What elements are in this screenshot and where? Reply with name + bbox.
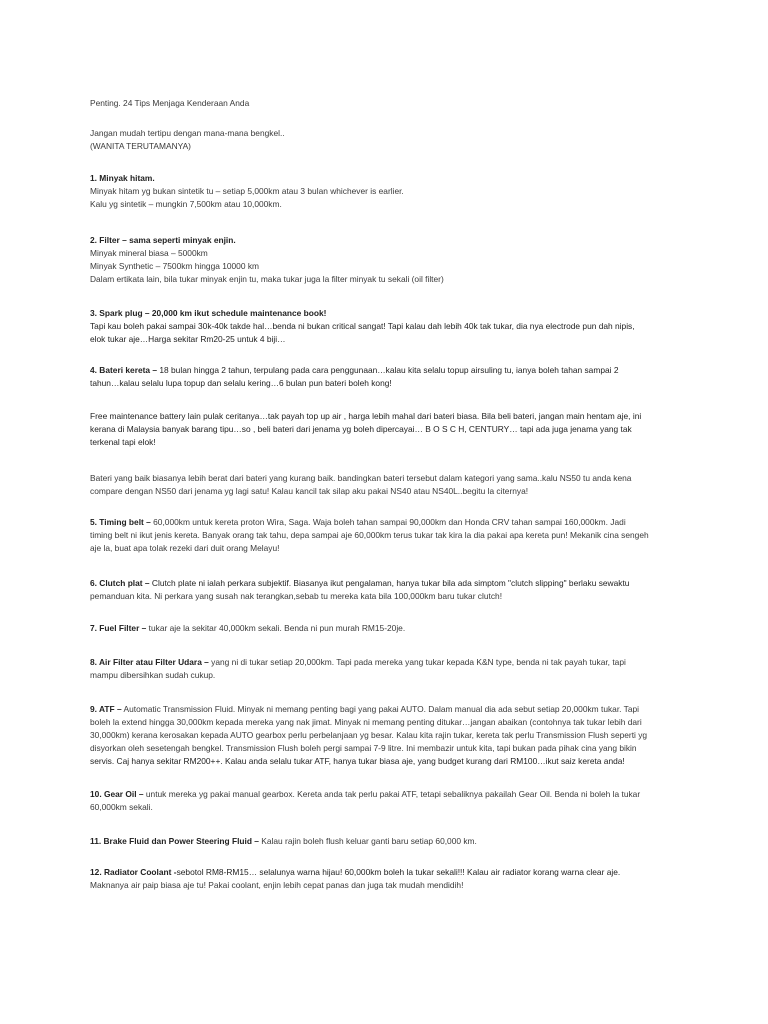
tip-3 [90, 307, 635, 346]
tip-6 [90, 577, 629, 603]
tip-11 [90, 835, 477, 848]
tip-9 [90, 703, 647, 768]
page-title: Penting. 24 Tips Menjaga Kenderaan Anda [90, 98, 250, 108]
tip-heading: 7. Fuel Filter – [90, 623, 147, 633]
tip-heading: 5. Timing belt – [90, 517, 151, 527]
tip-heading: 4. Bateri kereta – [90, 365, 158, 375]
tip-text: Automatic Transmission Fluid. Minyak ni memang penting bagi yang pakai AUTO. Dalam manual dia ada sebut setiap 20,000km tukar. Tapi [121, 704, 640, 714]
tip-heading: 10. Gear Oil – [90, 789, 144, 799]
paragraph-text: compare dengan NS50 dari jenama yg lagi satu! Kalau kancil tak silap aku pakai NS40 atau NS40L..begitu la citernya! [90, 486, 529, 496]
tip-text: untuk mereka yg pakai manual gearbox. Kereta anda tak perlu pakai ATF, tetapi sebaliknya pakailah Gear Oil. Benda ni boleh la tukar [143, 789, 641, 799]
intro-line: (WANITA TERUTAMANYA) [90, 141, 191, 151]
tip-heading: 12. Radiator Coolant - [90, 867, 177, 877]
tip-text: 60,000km untuk kereta proton Wira, Saga. Waja boleh tahan sampai 90,000km dan Honda CRV tahan sampai 160,000km. Jadi [150, 517, 626, 527]
paragraph-text: Bateri yang baik biasanya lebih berat dari bateri yang kurang baik. bandingkan bateri tersebut dalam kategori yang sama..kalu NS50 tu anda kena [90, 473, 632, 483]
battery-paragraph-1 [90, 410, 641, 449]
tip-text: Minyak hitam yg bukan sintetik tu – setiap 5,000km atau 3 bulan whichever is earlier. [90, 186, 404, 196]
tip-text: yang ni di tukar setiap 20,000km. Tapi pada mereka yang tukar kepada K&N type, benda ni tak payah tukar, tapi [208, 657, 626, 667]
tip-text: aje la, buat apa tolak rezeki dari duit orang Melayu! [90, 543, 280, 553]
tip-text: Minyak mineral biasa – 5000km [90, 248, 208, 258]
tip-text: elok tukar aje…Harga sekitar Rm20-25 untuk 4 biji… [90, 334, 286, 344]
tip-text: disyorkan oleh sesetengah bengkel. Transmission Flush boleh pergi sampai 7-9 litre. Ini membazir untuk kita, tapi bukan pada pihak cina yang bikin [90, 743, 637, 753]
tip-text: boleh la extend hingga 30,000km kepada mereka yang nak jimat. Minyak ni memang penting ditukar…jangan abaikan (contohnya tak tukar lebih dari [90, 717, 642, 727]
tip-heading: 2. Filter – sama seperti minyak enjin. [90, 235, 236, 245]
tip-text: mampu dibersihkan sudah cukup. [90, 670, 216, 680]
tip-heading: 9. ATF – [90, 704, 122, 714]
tip-1 [90, 172, 404, 211]
tip-text: Dalam ertikata lain, bila tukar minyak enjin tu, maka tukar juga la filter minyak tu sekali (oil filter) [90, 274, 444, 284]
tip-text: timing belt ni ikut jenis kereta. Banyak orang tak tahu, depa sampai aje 60,000km terus tukar tak kira la dia pakai apa kereta pun! Mekanik cina sengeh [90, 530, 649, 540]
tip-text: 60,000km sekali. [90, 802, 153, 812]
tip-text: Minyak Synthetic – 7500km hingga 10000 km [90, 261, 259, 271]
tip-text: Tapi kau boleh pakai sampai 30k-40k takde hal…benda ni bukan critical sangat! Tapi kalau dah lebih 40k tak tukar, dia nya electrode pun dah nipis, [90, 321, 635, 331]
tip-text: Kalau rajin boleh flush keluar ganti baru setiap 60,000 km. [258, 836, 477, 846]
tip-text: tahun…kalau selalu lupa topup dan selalu kering…6 bulan pun bateri boleh kong! [90, 378, 392, 388]
battery-paragraph-2 [90, 472, 631, 498]
tip-heading: 3. Spark plug – 20,000 km ikut schedule maintenance book! [90, 308, 327, 318]
tip-7 [90, 622, 405, 635]
tip-4 [90, 364, 618, 390]
tip-5 [90, 516, 649, 555]
tip-text: tukar aje la sekitar 40,000km sekali. Benda ni pun murah RM15-20je. [146, 623, 406, 633]
tip-heading: 11. Brake Fluid dan Power Steering Fluid – [90, 836, 259, 846]
tip-text: 18 bulan hingga 2 tahun, terpulang pada cara penggunaan…kalau kita selalu topup airsuling tu, ianya boleh tahan sampai 2 [157, 365, 619, 375]
tip-text: Maknanya air paip biasa aje tu! Pakai coolant, enjin lebih cepat panas dan juga tak mudah mendidih! [90, 880, 464, 890]
tip-text: pemanduan kita. Ni perkara yang susah nak terangkan,sebab tu mereka kata bila 100,000km baru tukar clutch! [90, 591, 503, 601]
tip-12 [90, 866, 620, 892]
tip-8 [90, 656, 626, 682]
paragraph-text: kerana di Malaysia banyak barang tipu…so , beli bateri dari jenama yg boleh dipercayai… B O S C H, CENTURY… tapi ada juga jenama yang tak [90, 424, 632, 434]
tip-heading: 8. Air Filter atau Filter Udara – [90, 657, 209, 667]
intro-line: Jangan mudah tertipu dengan mana-mana bengkel.. [90, 128, 285, 138]
tip-heading: 1. Minyak hitam. [90, 173, 155, 183]
intro-block [90, 127, 285, 153]
tip-heading: 6. Clutch plat – [90, 578, 150, 588]
paragraph-text: terkenal tapi elok! [90, 437, 156, 447]
tip-10 [90, 788, 640, 814]
paragraph-text: Free maintenance battery lain pulak ceritanya…tak payah top up air , harga lebih mahal dari bateri biasa. Bila beli bateri, jangan main hentam aje, ini [90, 411, 642, 421]
tip-text: servis. Caj hanya sekitar RM200++. Kalau anda selalu tukar ATF, hanya tukar biasa aje, yang budget kurang dari RM100…ikut saiz kereta anda! [90, 756, 625, 766]
tip-2 [90, 234, 444, 286]
tip-text: sebotol RM8-RM15… selalunya warna hijau! 60,000km boleh la tukar sekali!!! Kalau air radiator korang warna clear aje. [176, 867, 621, 877]
tip-text: 30,000km) kerana kerosakan kepada AUTO gearbox perlu perbelanjaan yg besar. Kalau kita rajin tukar, kereta tak perlu Transmission Flush seperti yg [90, 730, 648, 740]
tip-text: Clutch plate ni ialah perkara subjektif. Biasanya ikut pengalaman, hanya tukar bila ada simptom "clutch slipping" berlaku sewaktu [149, 578, 630, 588]
tip-text: Kalu yg sintetik – mungkin 7,500km atau 10,000km. [90, 199, 282, 209]
